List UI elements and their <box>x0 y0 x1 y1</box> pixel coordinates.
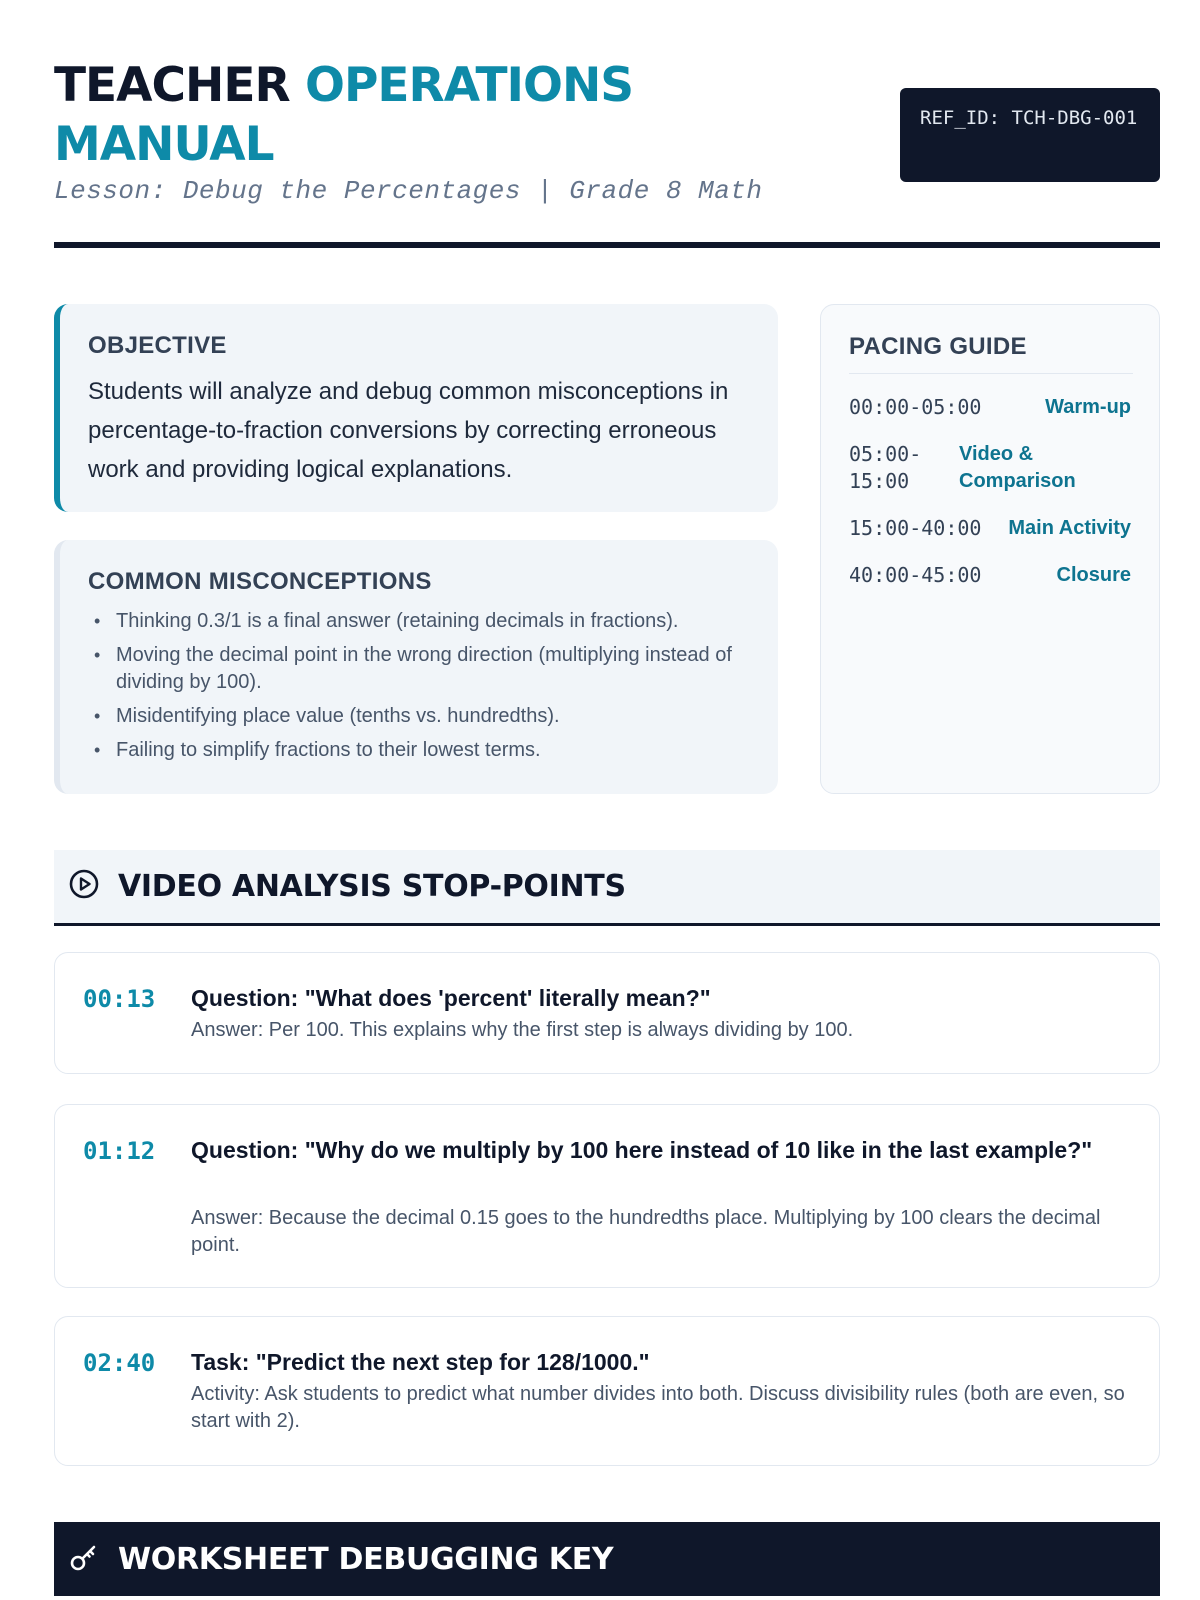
title-accent: OPERATIONS <box>305 58 634 113</box>
stop-point-card <box>54 1104 1160 1288</box>
stop-timestamp: 02:40 <box>83 1349 156 1377</box>
misconceptions-label: COMMON MISCONCEPTIONS <box>88 568 432 595</box>
header-divider <box>54 242 1160 248</box>
pacing-row <box>849 394 1131 421</box>
pacing-time: 00:00-05:00 <box>849 395 982 419</box>
video-section-title: VIDEO ANALYSIS STOP-POINTS <box>118 869 626 904</box>
pacing-row <box>849 515 1131 542</box>
worksheet-section-header <box>54 1522 1160 1596</box>
stop-point-card <box>54 952 1160 1074</box>
teacher-manual-page <box>54 0 1160 1600</box>
title-part-1: TEACHER <box>54 58 306 113</box>
pacing-activity: Warm-up <box>1045 396 1131 418</box>
video-section-header <box>54 850 1160 926</box>
misconceptions-list <box>88 608 750 764</box>
ref-id-badge: REF_ID: TCH-DBG-001 <box>900 88 1160 182</box>
pacing-time: 40:00-45:00 <box>849 563 982 587</box>
stop-question: Task: "Predict the next step for 128/1000." <box>191 1349 650 1375</box>
key-icon <box>68 1541 100 1578</box>
pacing-guide-card <box>820 304 1160 794</box>
objective-card <box>54 304 778 512</box>
stop-question: Question: "Why do we multiply by 100 here instead of 10 like in the last example?" <box>191 1137 1093 1163</box>
objective-text: Students will analyze and debug common misconceptions in percentage-to-fraction conversions by correcting erroneous work and providing logical explanations. <box>88 378 729 483</box>
pacing-row <box>849 441 1131 495</box>
title-part-2: MANUAL <box>54 117 274 172</box>
list-item: • Thinking 0.3/1 is a final answer (retaining decimals in fractions). <box>88 608 750 635</box>
lesson-subtitle: Lesson: Debug the Percentages | Grade 8 Math <box>54 176 763 206</box>
misconceptions-card <box>54 540 778 794</box>
pacing-activity: Video & Comparison <box>959 443 1076 492</box>
stop-answer: Activity: Ask students to predict what number divides into both. Discuss divisibility rules (both are even, so start with 2). <box>191 1383 1125 1432</box>
stop-timestamp: 01:12 <box>83 1137 156 1165</box>
list-item: • Moving the decimal point in the wrong direction (multiplying instead of dividing by 100). <box>88 642 750 696</box>
document-header <box>54 56 1160 248</box>
stop-answer: Answer: Per 100. This explains why the first step is always dividing by 100. <box>191 1019 854 1041</box>
pacing-time: 05:00-15:00 <box>849 442 922 493</box>
worksheet-section-title: WORKSHEET DEBUGGING KEY <box>118 1541 614 1577</box>
pacing-time: 15:00-40:00 <box>849 516 982 540</box>
stop-answer: Answer: Because the decimal 0.15 goes to the hundredths place. Multiplying by 100 clears the decimal point. <box>191 1207 1101 1256</box>
objective-label: OBJECTIVE <box>88 332 227 359</box>
stop-point-card <box>54 1316 1160 1466</box>
list-item: • Misidentifying place value (tenths vs. hundredths). <box>88 703 750 730</box>
play-circle-icon <box>68 868 100 905</box>
list-item: • Failing to simplify fractions to their lowest terms. <box>88 737 750 764</box>
pacing-label: PACING GUIDE <box>849 333 1027 360</box>
pacing-activity: Closure <box>1056 564 1131 586</box>
page-title <box>54 56 814 174</box>
pacing-divider <box>849 373 1133 374</box>
stop-question: Question: "What does 'percent' literally mean?" <box>191 985 711 1011</box>
stop-timestamp: 00:13 <box>83 985 156 1013</box>
pacing-row <box>849 562 1131 589</box>
pacing-activity: Main Activity <box>1008 517 1131 539</box>
